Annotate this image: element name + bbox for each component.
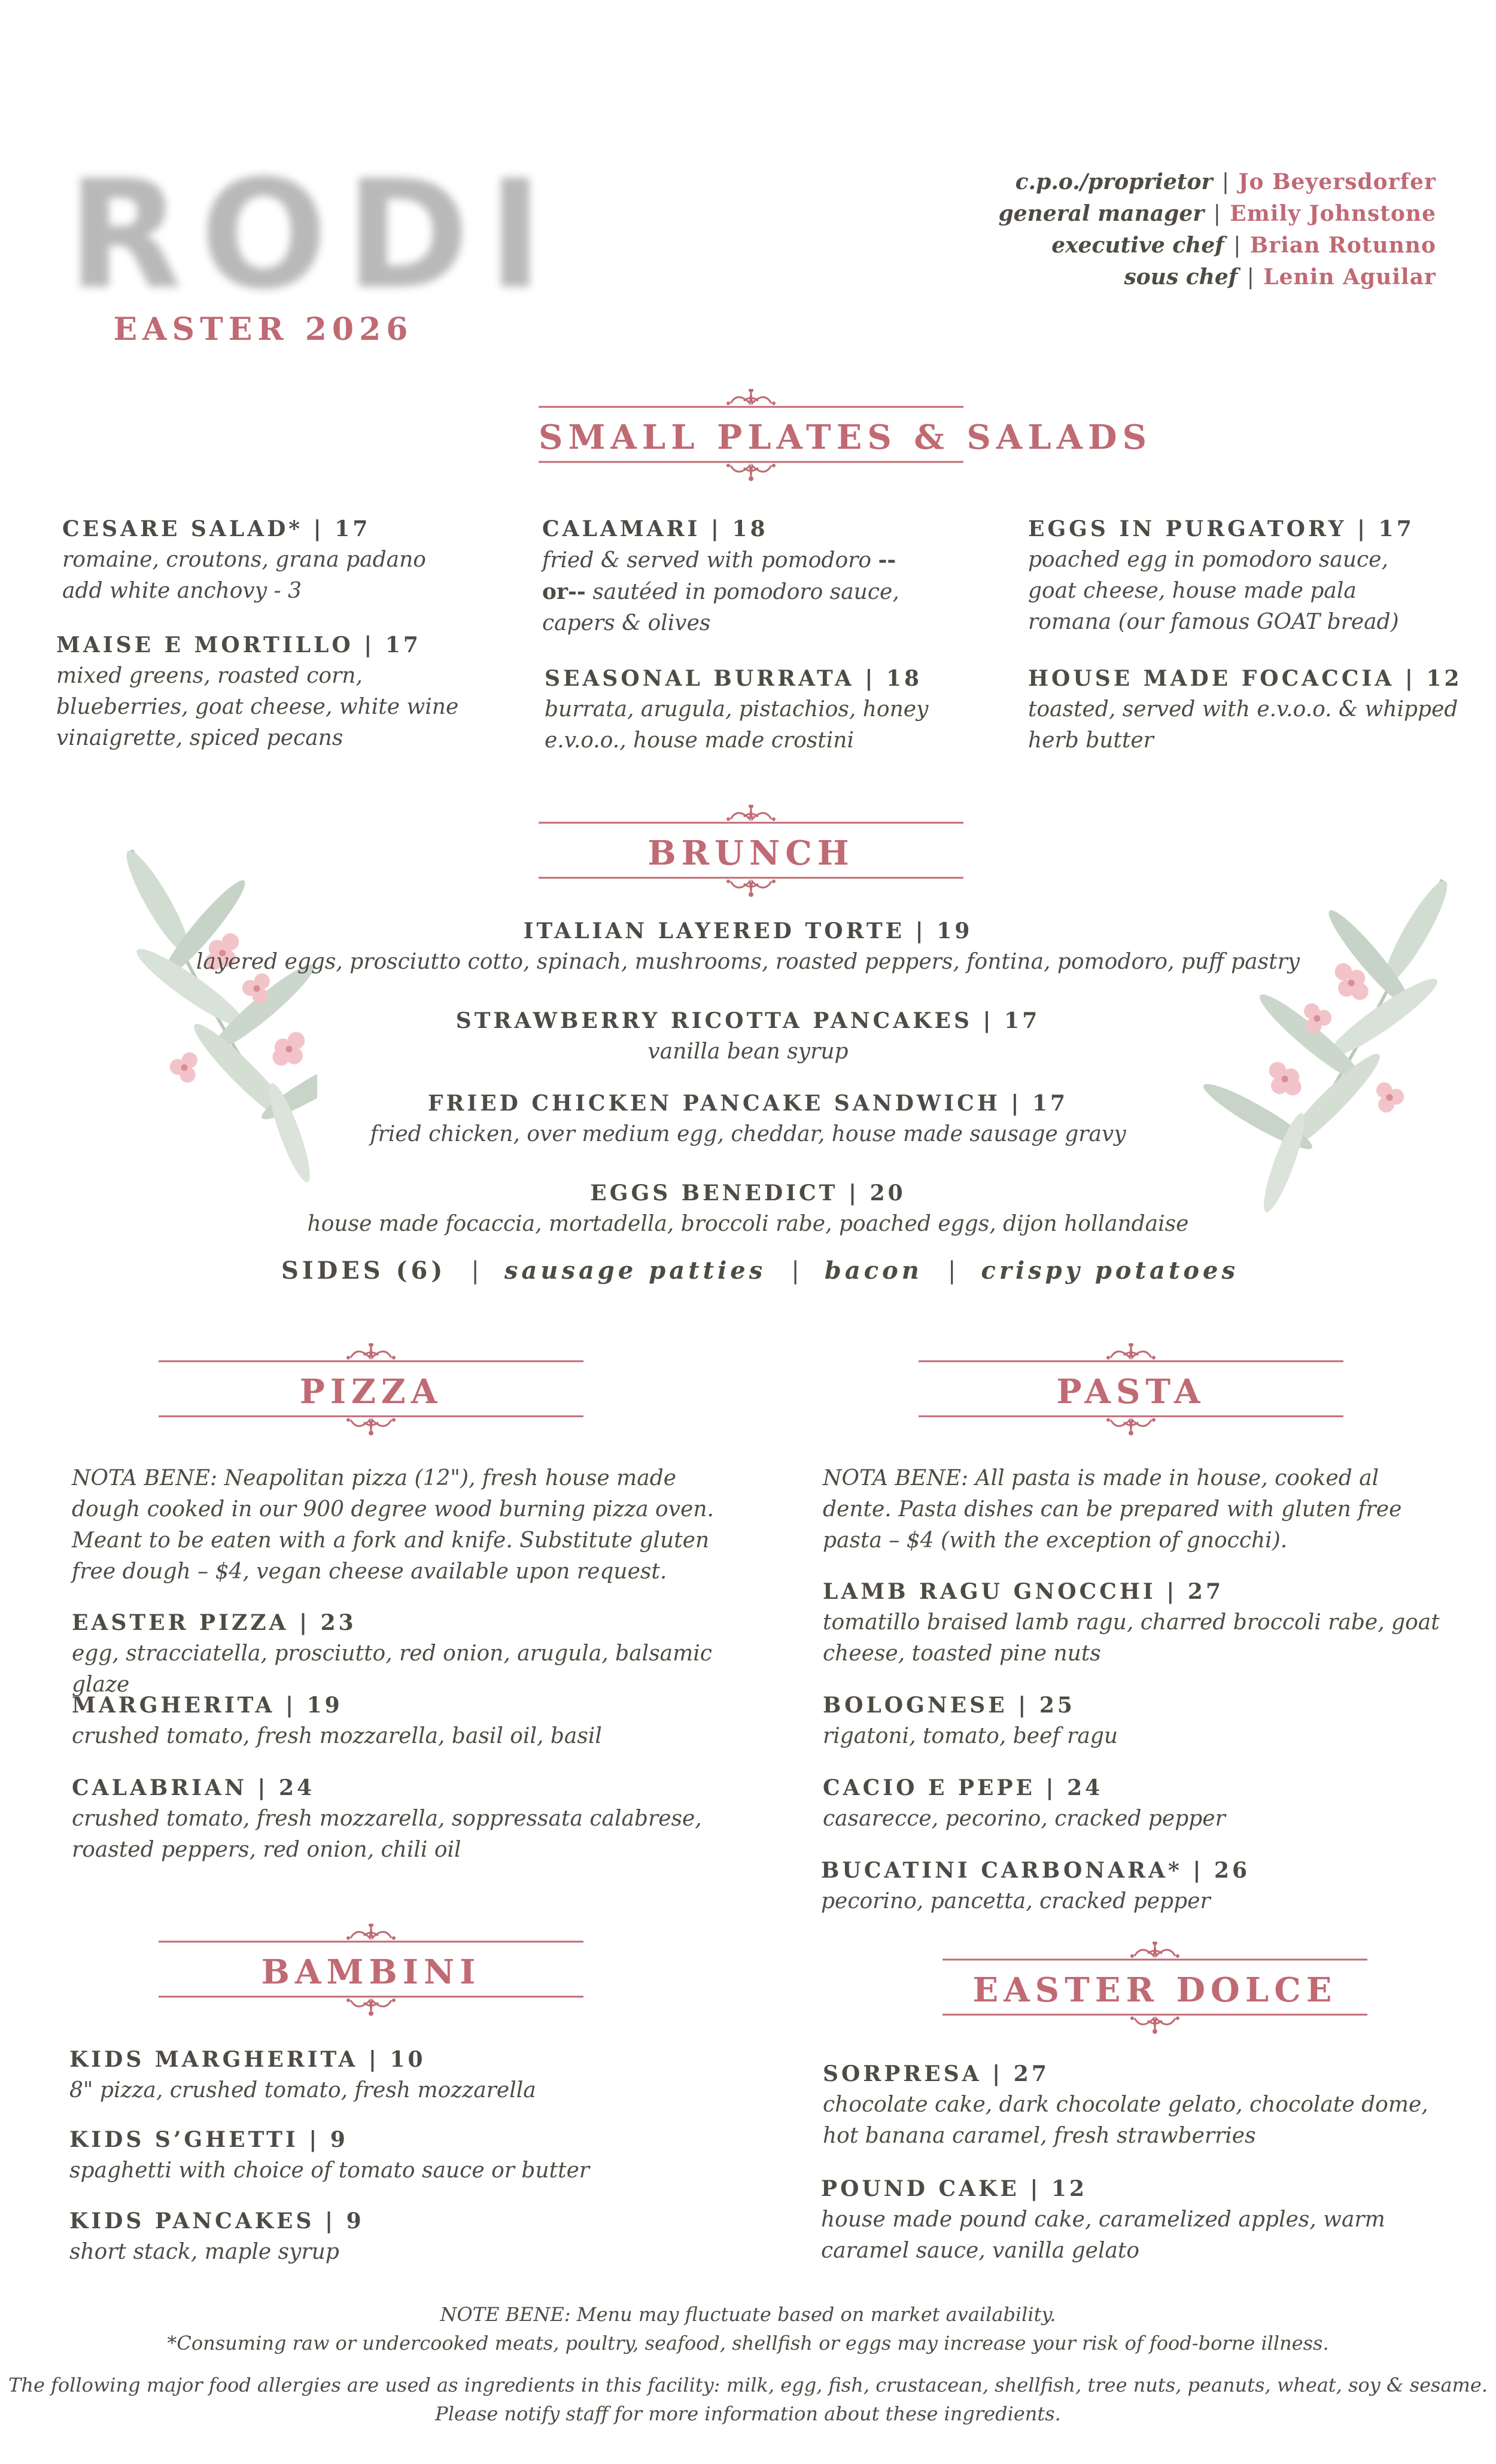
item-name: SORPRESA | 27	[823, 2061, 1050, 2086]
menu-item	[120, 1005, 1376, 1067]
separator: |	[1233, 233, 1241, 258]
menu-item	[62, 513, 469, 607]
menu-item	[120, 915, 1376, 978]
item-name: BUCATINI CARBONARA* | 26	[821, 1858, 1251, 1883]
item-description: toasted, served with e.v.o.o. & whipped herb butter	[1028, 697, 1458, 753]
item-name: SEASONAL BURRATA | 18	[545, 666, 923, 691]
item-description: short stack, maple syrup	[69, 2240, 339, 2264]
item-name: ITALIAN LAYERED TORTE | 19	[523, 918, 973, 944]
section-title: EASTER DOLCE	[972, 1970, 1337, 2010]
staff-row	[778, 166, 1436, 198]
item-name: CACIO E PEPE | 24	[823, 1775, 1103, 1800]
item-description: 8" pizza, crushed tomato, fresh mozzarella	[69, 2078, 536, 2103]
staff-role: c.p.o./proprietor	[1015, 169, 1213, 194]
sides-row	[281, 1257, 1239, 1285]
item-description: crushed tomato, fresh mozzarella, basil oil, basil	[72, 1724, 602, 1748]
section-title: SMALL PLATES & SALADS	[539, 418, 1153, 457]
item-name: EGGS BENEDICT | 20	[590, 1181, 906, 1206]
staff-name: Lenin Aguilar	[1263, 264, 1436, 290]
item-name: HOUSE MADE FOCACCIA | 12	[1028, 666, 1462, 691]
item-description: burrata, arugula, pistachios, honey e.v.o.o., house made crostini	[545, 697, 929, 753]
pasta-note: NOTA BENE: All pasta is made in house, cooked al dente. Pasta dishes can be prepared with gluten free pasta – $4 (with the exception of gnocchi).	[823, 1466, 1402, 1553]
menu-item	[72, 1690, 730, 1752]
item-description: layered eggs, prosciutto cotto, spinach, mushrooms, roasted peppers, fontina, pomodoro, puff pastry	[196, 950, 1300, 974]
staff-name: Jo Beyersdorfer	[1238, 169, 1436, 194]
item-description: vanilla bean syrup	[647, 1039, 849, 1064]
item-name: KIDS PANCAKES | 9	[69, 2209, 364, 2234]
separator: |	[1213, 202, 1221, 226]
item-name: KIDS S’GHETTI | 9	[69, 2127, 348, 2152]
menu-item	[56, 629, 475, 754]
footer-allergens: The following major food allergies are used as ingredients in this facility: milk, egg, fish, crustacean, shellfish, tree nuts, peanuts, wheat, soy & sesame.	[8, 2374, 1488, 2396]
menu-item	[823, 1772, 1457, 1835]
side-option: bacon	[824, 1257, 923, 1285]
dolce-heading	[942, 1942, 1367, 2037]
side-option: crispy potatoes	[981, 1257, 1239, 1285]
item-description-a: fried & served with pomodoro	[542, 548, 878, 573]
item-name: KIDS MARGHERITA | 10	[69, 2047, 426, 2072]
menu-item	[542, 513, 925, 639]
staff-row	[778, 198, 1436, 230]
item-description: mixed greens, roasted corn, blueberries, goat cheese, white wine vinaigrette, spiced pecans	[56, 664, 459, 750]
item-description: house made pound cake, caramelized apples, warm caramel sauce, vanilla gelato	[821, 2207, 1385, 2263]
pizza-note: NOTA BENE: Neapolitan pizza (12"), fresh house made dough cooked in our 900 degree wood burning pizza oven. Meant to be eaten with a fork and knife. Substitute gluten free dough – $4, vegan cheese available upon request.	[72, 1466, 714, 1584]
item-name: CALAMARI | 18	[542, 516, 768, 542]
menu-item	[69, 2044, 704, 2106]
staff-name: Emily Johnstone	[1230, 201, 1436, 226]
menu-item	[69, 2206, 704, 2268]
item-description: pecorino, pancetta, cracked pepper	[821, 1889, 1211, 1914]
staff-role: executive chef	[1051, 233, 1224, 258]
menu-item	[823, 1576, 1457, 1669]
separator: |	[1221, 170, 1230, 194]
staff-role: sous chef	[1124, 264, 1238, 290]
separator: |	[1246, 265, 1254, 290]
bambini-heading	[159, 1924, 583, 2019]
item-description: egg, stracciatella, prosciutto, red onion, arugula, balsamic glaze	[72, 1641, 712, 1697]
staff-list	[778, 166, 1436, 293]
item-description: tomatillo braised lamb ragu, charred broccoli rabe, goat cheese, toasted pine nuts	[823, 1610, 1440, 1666]
item-description	[542, 544, 925, 639]
section-title: PIZZA	[299, 1372, 443, 1412]
separator: |	[471, 1257, 479, 1285]
item-description: crushed tomato, fresh mozzarella, soppressata calabrese, roasted peppers, red onion, chili oil	[72, 1806, 702, 1862]
staff-row	[778, 261, 1436, 293]
rodi-logo: RODI	[67, 148, 561, 322]
edition-title: EASTER 2026	[113, 311, 413, 348]
item-name: MARGHERITA | 19	[72, 1693, 343, 1718]
item-name: MAISE E MORTILLO | 17	[56, 632, 421, 658]
item-description: romaine, croutons, grana padano	[62, 547, 426, 572]
separator: |	[791, 1257, 799, 1285]
staff-row	[778, 230, 1436, 261]
menu-item	[821, 2173, 1467, 2267]
pizza-heading	[159, 1343, 583, 1439]
item-description-b: sautéed in pomodoro sauce, capers & olives	[542, 580, 899, 635]
item-name: FRIED CHICKEN PANCAKE SANDWICH | 17	[427, 1091, 1069, 1116]
section-title: BAMBINI	[261, 1952, 481, 1992]
footer-warning: *Consuming raw or undercooked meats, poultry, seafood, shellfish or eggs may increase your risk of food-borne illness.	[167, 2332, 1329, 2355]
brunch-heading	[539, 805, 963, 901]
item-description: casarecce, pecorino, cracked pepper	[823, 1806, 1226, 1831]
item-description: house made focaccia, mortadella, broccoli rabe, poached eggs, dijon hollandaise	[307, 1212, 1189, 1236]
item-name: STRAWBERRY RICOTTA PANCAKES | 17	[455, 1008, 1041, 1033]
menu-item	[120, 1088, 1376, 1150]
menu-item	[821, 1855, 1455, 1917]
section-title: BRUNCH	[647, 833, 855, 873]
item-description: chocolate cake, dark chocolate gelato, chocolate dome, hot banana caramel, fresh strawberries	[823, 2092, 1428, 2148]
menu-item	[823, 2058, 1469, 2152]
item-name: POUND CAKE | 12	[821, 2176, 1088, 2201]
item-name: EGGS IN PURGATORY | 17	[1028, 516, 1415, 542]
item-name: CALABRIAN | 24	[72, 1775, 315, 1800]
item-description: poached egg in pomodoro sauce, goat cheese, house made pala romana (our famous GOAT bread)	[1028, 547, 1399, 634]
item-description: spaghetti with choice of tomato sauce or butter	[69, 2158, 590, 2183]
separator: |	[947, 1257, 956, 1285]
menu-item	[545, 663, 975, 756]
menu-item	[1028, 663, 1471, 756]
staff-role: general manager	[998, 201, 1205, 226]
section-title: PASTA	[1056, 1372, 1206, 1412]
footer-notify: Please notify staff for more information about these ingredients.	[435, 2402, 1061, 2425]
footer-note: NOTE BENE: Menu may fluctuate based on market availability.	[440, 2303, 1056, 2326]
item-name: LAMB RAGU GNOCCHI | 27	[823, 1579, 1224, 1604]
sides-label: SIDES (6)	[281, 1257, 446, 1285]
menu-item	[823, 1690, 1457, 1752]
menu-item	[1028, 513, 1435, 638]
item-description: rigatoni, tomato, beef ragu	[823, 1724, 1118, 1748]
menu-item	[120, 1178, 1376, 1240]
menu-item	[72, 1607, 730, 1701]
staff-name: Brian Rotunno	[1249, 233, 1436, 258]
or-divider: --or--	[542, 547, 896, 604]
side-option: sausage patties	[504, 1257, 767, 1285]
menu-item	[72, 1772, 718, 1866]
item-name: EASTER PIZZA | 23	[72, 1610, 357, 1635]
item-addon: add white anchovy - 3	[62, 579, 302, 603]
item-name: CESARE SALAD* | 17	[62, 516, 371, 542]
small-plates-heading	[539, 389, 1153, 485]
pasta-heading	[919, 1343, 1343, 1439]
item-description: fried chicken, over medium egg, cheddar, house made sausage gravy	[370, 1122, 1126, 1146]
item-name: BOLOGNESE | 25	[823, 1693, 1075, 1718]
menu-item	[69, 2124, 704, 2186]
